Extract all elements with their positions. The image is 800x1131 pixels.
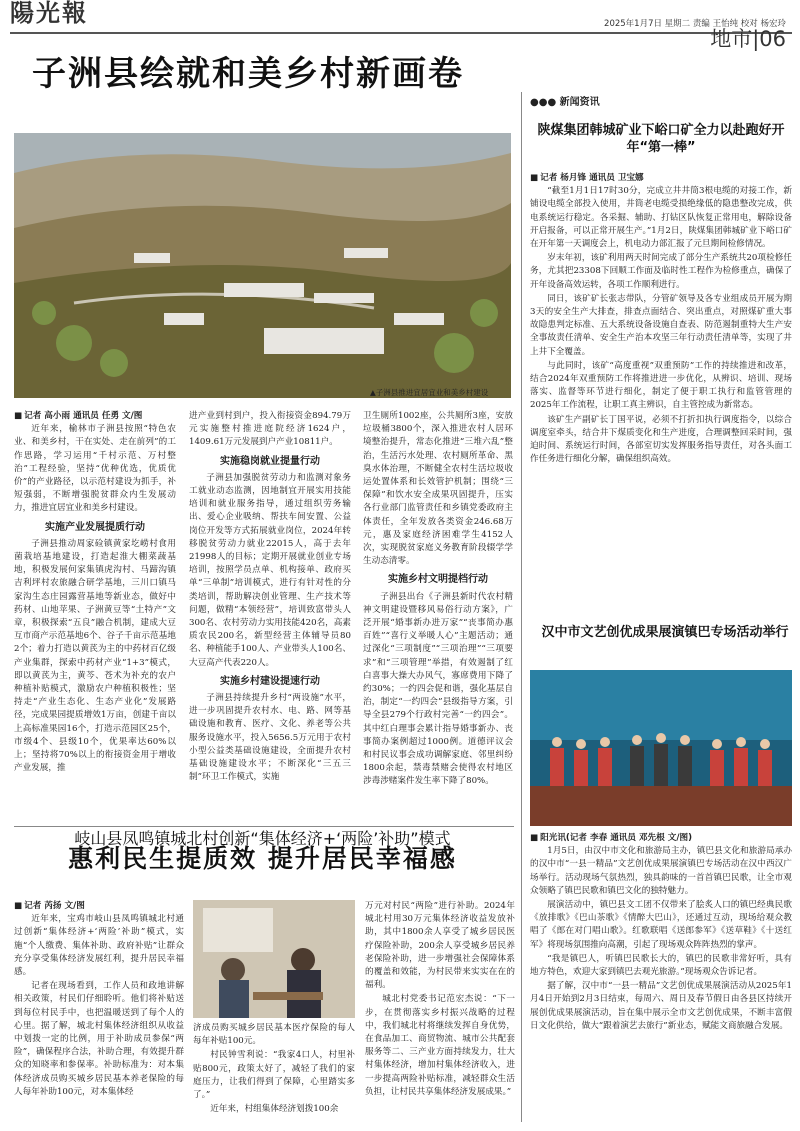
sidebar-paragraph: “我是镇巴人，听镇巴民歌长大的，镇巴的民歌非常好听，具有地方特色，欢迎大家到镇巴去观光旅游。”现场观众告诉记者。 <box>530 953 792 978</box>
subhead-civilization: 实施乡村文明提档行动 <box>388 574 488 586</box>
sidebar-story1-byline: ■ 记者 杨月锋 通讯员 卫宝娜 <box>530 172 792 185</box>
bottom-photo <box>193 900 355 1018</box>
bottom-kicker: 岐山县凤鸣镇城北村创新“集体经济+‘两险’补助”模式 <box>74 829 451 848</box>
lead-paragraph: 卫生厕所1002座，公共厕所3座，安放垃圾桶3800个，深入推进农村人居环境整治提升，常态化推进“三堆六乱”整治，生活污水处理、农村厕所革命、黑臭水体治理，不断健全农村生活垃圾收运处置体系和长效管护机制；围绕“三保障”和饮水安全成果巩固提升，压实各行业部门监管责任和乡镇党委政府主体责任，全年发放各类资金246.68万元，惠及家庭经济困难学生4152人次，实现脱贫家庭义务教育阶段辍学学生动态清零。 <box>363 411 513 567</box>
sidebar-story2-byline: ■ 阳光讯(记者 李春 通讯员 邓先根 文/图) <box>530 832 792 845</box>
sidebar-paragraph: “截至1月1日17时30分，完成立井井筒3根电缆的对接工作，新铺设电缆全部投入使用，井筒老电缆受损绝缘低的隐患整改完成，供电系统运行稳定。各采掘、辅助、打钻区队恢复正常用电，解除设备开启报备，可以正常开展生产。”1月2日，陕煤集团韩城矿业下峪口矿在开年第一天调度会上，机电动力部汇报了元旦期间检修情况。 <box>530 186 792 250</box>
lead-paragraph: 子洲县出台《子洲县新时代农村精神文明建设暨移风易俗行动方案》，广泛开展“婚事新办进万家”“丧事简办惠百姓”“喜行义举暖人心”主题活动；通过深化“三项制度”“三项治理”“三项要求”和“三项管理”举措，有效遏制了红白喜事大操大办风气，寡席费用下降了约30%；一约四会促和谐，强化基层自治，制定“一约四会”县级指导方案，引导全县279个行政村完善“一约四会”。其中红白理事会累计指导婚事新办、丧事简办案例超过1000例。道德评议会和村民议事会成功调解家庭、邻里纠纷1800余起，禁毒禁赌会使得农村地区涉毒涉赌案件发生率下降了80%。 <box>363 591 513 787</box>
sidebar-paragraph: 同日，该矿矿长张志带队，分管矿领导及各专业组成员开展为期3天的安全生产大排查，排查点面结合、突出重点，对照煤矿重大事故隐患判定标准、五大系统设备设施自查表、防范遏制重特大生产安全事故责任清单、安全生产治本攻坚三年行动责任清单等，实现了井上井下全覆盖。 <box>530 293 792 357</box>
lead-paragraph: 子洲县持续提升乡村“两设施”水平，进一步巩固提升农村水、电、路、网等基础设施和教育、医疗、文化、养老等公共服务设施水平，投入5656.5万元用于农村小型公益类基础设施建设，全面提升农村基础设施建设水平；不断深化“三五三制”环卫工作模式，实施 <box>189 693 351 783</box>
lead-headline: 子洲县绘就和美乡村新画卷 <box>32 54 464 94</box>
sidebar-section-label: 新闻资讯 <box>559 97 600 108</box>
sidebar-paragraph: 1月5日，由汉中市文化和旅游局主办，镇巴县文化和旅游局承办的汉中市“一县一精品”文艺创优成果展演镇巴专场活动在汉中西汉广场举行。活动现场气氛热烈，独具韵味的一首首镇巴民歌，让全市观众领略了镇巴民歌和镇巴文化的独特魅力。 <box>530 846 792 896</box>
stage-performance-illustration <box>530 670 792 826</box>
bottom-byline: ■ 记者 芮扬 文/图 <box>14 900 184 913</box>
village-landscape-illustration <box>14 133 511 398</box>
lead-photo-caption: ▲子洲县推进宜居宜业和美乡村建设 <box>370 388 489 397</box>
section-dots-icon: ●●● <box>530 97 557 108</box>
sidebar-paragraph: 该矿生产副矿长丁国平说，必须不打折扣执行调度指令，以综合调度室牵头，结合井下煤质变化和生产进度，合理调整回采时间，强迫时间、系统运行时间，各部室切实发挥服务指导责任，对各头面工作任务进行细化分解，确保组织高效。 <box>530 414 792 465</box>
bottom-headline: 惠利民生提质效 提升居民幸福感 <box>68 844 457 873</box>
bottom-paragraph: 万元对村民“两险”进行补助。2024年城北村用30万元集体经济收益发放补助，其中1800余人享受了城乡居民医疗保险补助，200余人享受城乡居民养老保险补助，进一步增强社会保障体系的覆盖和效能，为村民带来实实在在的福利。 <box>365 901 515 991</box>
bottom-paragraph: 济成员购买城乡居民基本医疗保险的每人每年补贴100元。 <box>193 1023 355 1047</box>
sidebar-paragraph: 岁末年初，该矿利用两天时间完成了部分生产系统共20项检修任务，尤其把23308下回顺工作面及临时性工程作为检修重点，确保了开年设备高效运转，各项工作顺利进行。 <box>530 253 792 290</box>
sidebar-story1-headline: 陕煤集团韩城矿业下峪口矿全力以赴跑好开年“第一棒” <box>537 123 785 155</box>
lead-paragraph: 子洲县加强脱贫劳动力和监测对象务工就业动态监测，因地制宜开展实用技能培训和就业服务指导，通过组织劳务输出、爱心企业吸纳、帮扶车间安置、公益岗位开发等方式拓展就业岗位，2024年转移脱贫劳动力就业22015人，高于去年21998人的目标；定期开展就业创业专场培训，按照学员点单、机构接单、政府买单“三单制”培训模式，进行有针对性的分类培训，帮助解决创业管理、生产技术等问题，做精“本领经营”，培训致富带头人300名、农村劳动力实用技能420名，高素质农民200名，新型经营主体辅导员80名、种植能手100人、产业带头人100名、大豆高产代表220人。 <box>189 472 351 668</box>
section-label: 地市|06 <box>710 27 786 51</box>
sidebar-paragraph: 与此同时，该矿“高度重视”双重预防”工作的持续推进和改革，结合2024年双重预防工作将推进进一步优化，从辨识、培训、现场落实、监督等环节进行细化，制定了便于职工执行和监管管理的2025年工作流程，让职工真主辨识，自主管控成为新常态。 <box>530 360 792 411</box>
lead-paragraph: 子洲县推动周家硷镇黄家圪崂村食用菌栽培基地建设，打造起淮大棚菜蔬基地，积极发展何家集镇虎沟村、马蹄沟镇吉利坪村农旅融合研学基地，三川口镇马家沟生态庄园露营基地等新业态，做好中药材、山地苹果、子洲黄豆等“土特产”文章，积极探索“五良”融合机制，建成大豆互市商产示范基地6个、谷子千亩示范基地2个；着力打造以黄芪为主的中药材百亿级产业集群，探索中药材产业“1+3”模式，即以黄芪为主，黄芩、苍术为补充的农户种植补贴模式，激励农户种植积极性；坚持走“产业生态化、生态产业化”发展路径，完成果园提质增效1万亩，创建千亩以上高标准果园16个，打造示范园区25个，市级4个、县级10个，优果率达60%以上；坚持将70%以上的衔接资金用于增收产业发展，推 <box>14 538 176 774</box>
newspaper-logo: 陽光報 <box>10 0 88 27</box>
bottom-paragraph: 近年来，村组集体经济划拨100余 <box>210 1104 339 1115</box>
sidebar-paragraph: 展演活动中，镇巴县文工团不仅带来了脍炙人口的镇巴经典民歌《放排歌》《巴山茶歌》《情醉大巴山》，还通过互动，现场给观众教唱了《郎在对门唱山歌》。红歌联唱《送郎参军》《送草鞋》《十送红军》将现场氛围推向高潮，引起了现场观众阵阵热烈的掌声。 <box>530 900 792 950</box>
sidebar-paragraph: 据了解，汉中市“一县一精品”文艺创优成果展演活动从2025年1月4日开始到2月3日结束，每周六、周日及春节假日由各县区持续开展创优成果展演活动，旨在集中展示全市文艺创优成果，不断丰富假日文化供给，做大“跟着演艺去旅行”新业态，赋能文商旅融合发展。 <box>530 981 792 1031</box>
lead-byline: ■ 记者 高小雨 通讯员 任勇 文/图 <box>14 410 176 423</box>
subhead-construction: 实施乡村建设提速行动 <box>220 675 320 687</box>
sidebar-story2-photo <box>530 670 792 826</box>
subhead-employment: 实施稳岗就业提量行动 <box>220 455 320 467</box>
subhead-industry: 实施产业发展提质行动 <box>45 521 145 533</box>
column-divider <box>521 92 522 1122</box>
bottom-paragraph: 村民钟雪利说：“我家4口人，村里补贴800元，政策太好了，减轻了我们的家庭压力，让我们得到了保障，心里踏实多了。” <box>193 1050 355 1101</box>
lead-photo <box>14 133 511 398</box>
dateline: 2025年1月7日 星期二 责编 王怡纯 校对 杨宏玲 <box>604 19 786 29</box>
sidebar-section-title <box>530 96 792 109</box>
villagers-meeting-illustration <box>193 900 355 1018</box>
bottom-paragraph: 城北村党委书记范宏杰说：“下一步，在贯彻落实乡村振兴战略的过程中，我们城北村将继续发挥自身优势，在食品加工、商贸物流、城市公共配套服务等二、三产业方面持续发力，壮大村集体经济，增加村集体经济收入，进一步提高两险补贴标准，减轻群众生活负担，让村民共享集体经济发展成果。” <box>365 994 515 1097</box>
divider <box>14 826 514 827</box>
lead-paragraph: 近年来，榆林市子洲县按照“特色农业、和美乡村，干在实处、走在前列”的工作思路，学习运用“千村示范、万村整治”工程经验，坚持“优种优选，优质优价”的产业路径，以示范村建设为抓手，补短强弱，不断增强脱贫群众内生发展动力，推进宜居宜业和美乡村建设。 <box>14 424 176 514</box>
bottom-paragraph: 记者在现场看到，工作人员和政地讲解相关政策，村民们仔细聆听。他们将补贴送到每位村民手中，也把温暖送到了每个人的心里。据了解，城北村集体经济组织从收益中划拨一定的比例，用于补助成员参保“两险”，确保程序合法，补助合理，有效提升群众的知晓率和参保率。补助标准为：对本集体经济成员购买城乡居民基本养老保险的每人每年补助100元，对本集体经 <box>14 981 184 1097</box>
bottom-paragraph: 近年来，宝鸡市岐山县凤鸣镇城北村通过创新“集体经济+‘两险’补助”模式，实施“个人缴费、集体补助、政府补贴”让群众充分享受集体经济发展红利，提升居民幸福感。 <box>14 914 184 978</box>
sidebar-story2-headline: 汉中市文艺创优成果展演镇巴专场活动举行 <box>541 625 789 640</box>
header-rule <box>10 32 792 34</box>
lead-paragraph: 进产业到村到户，投入衔接资金894.79万元实施整村推进庭院经济1624户，1409.61万元发展到户产业10811户。 <box>189 411 351 448</box>
